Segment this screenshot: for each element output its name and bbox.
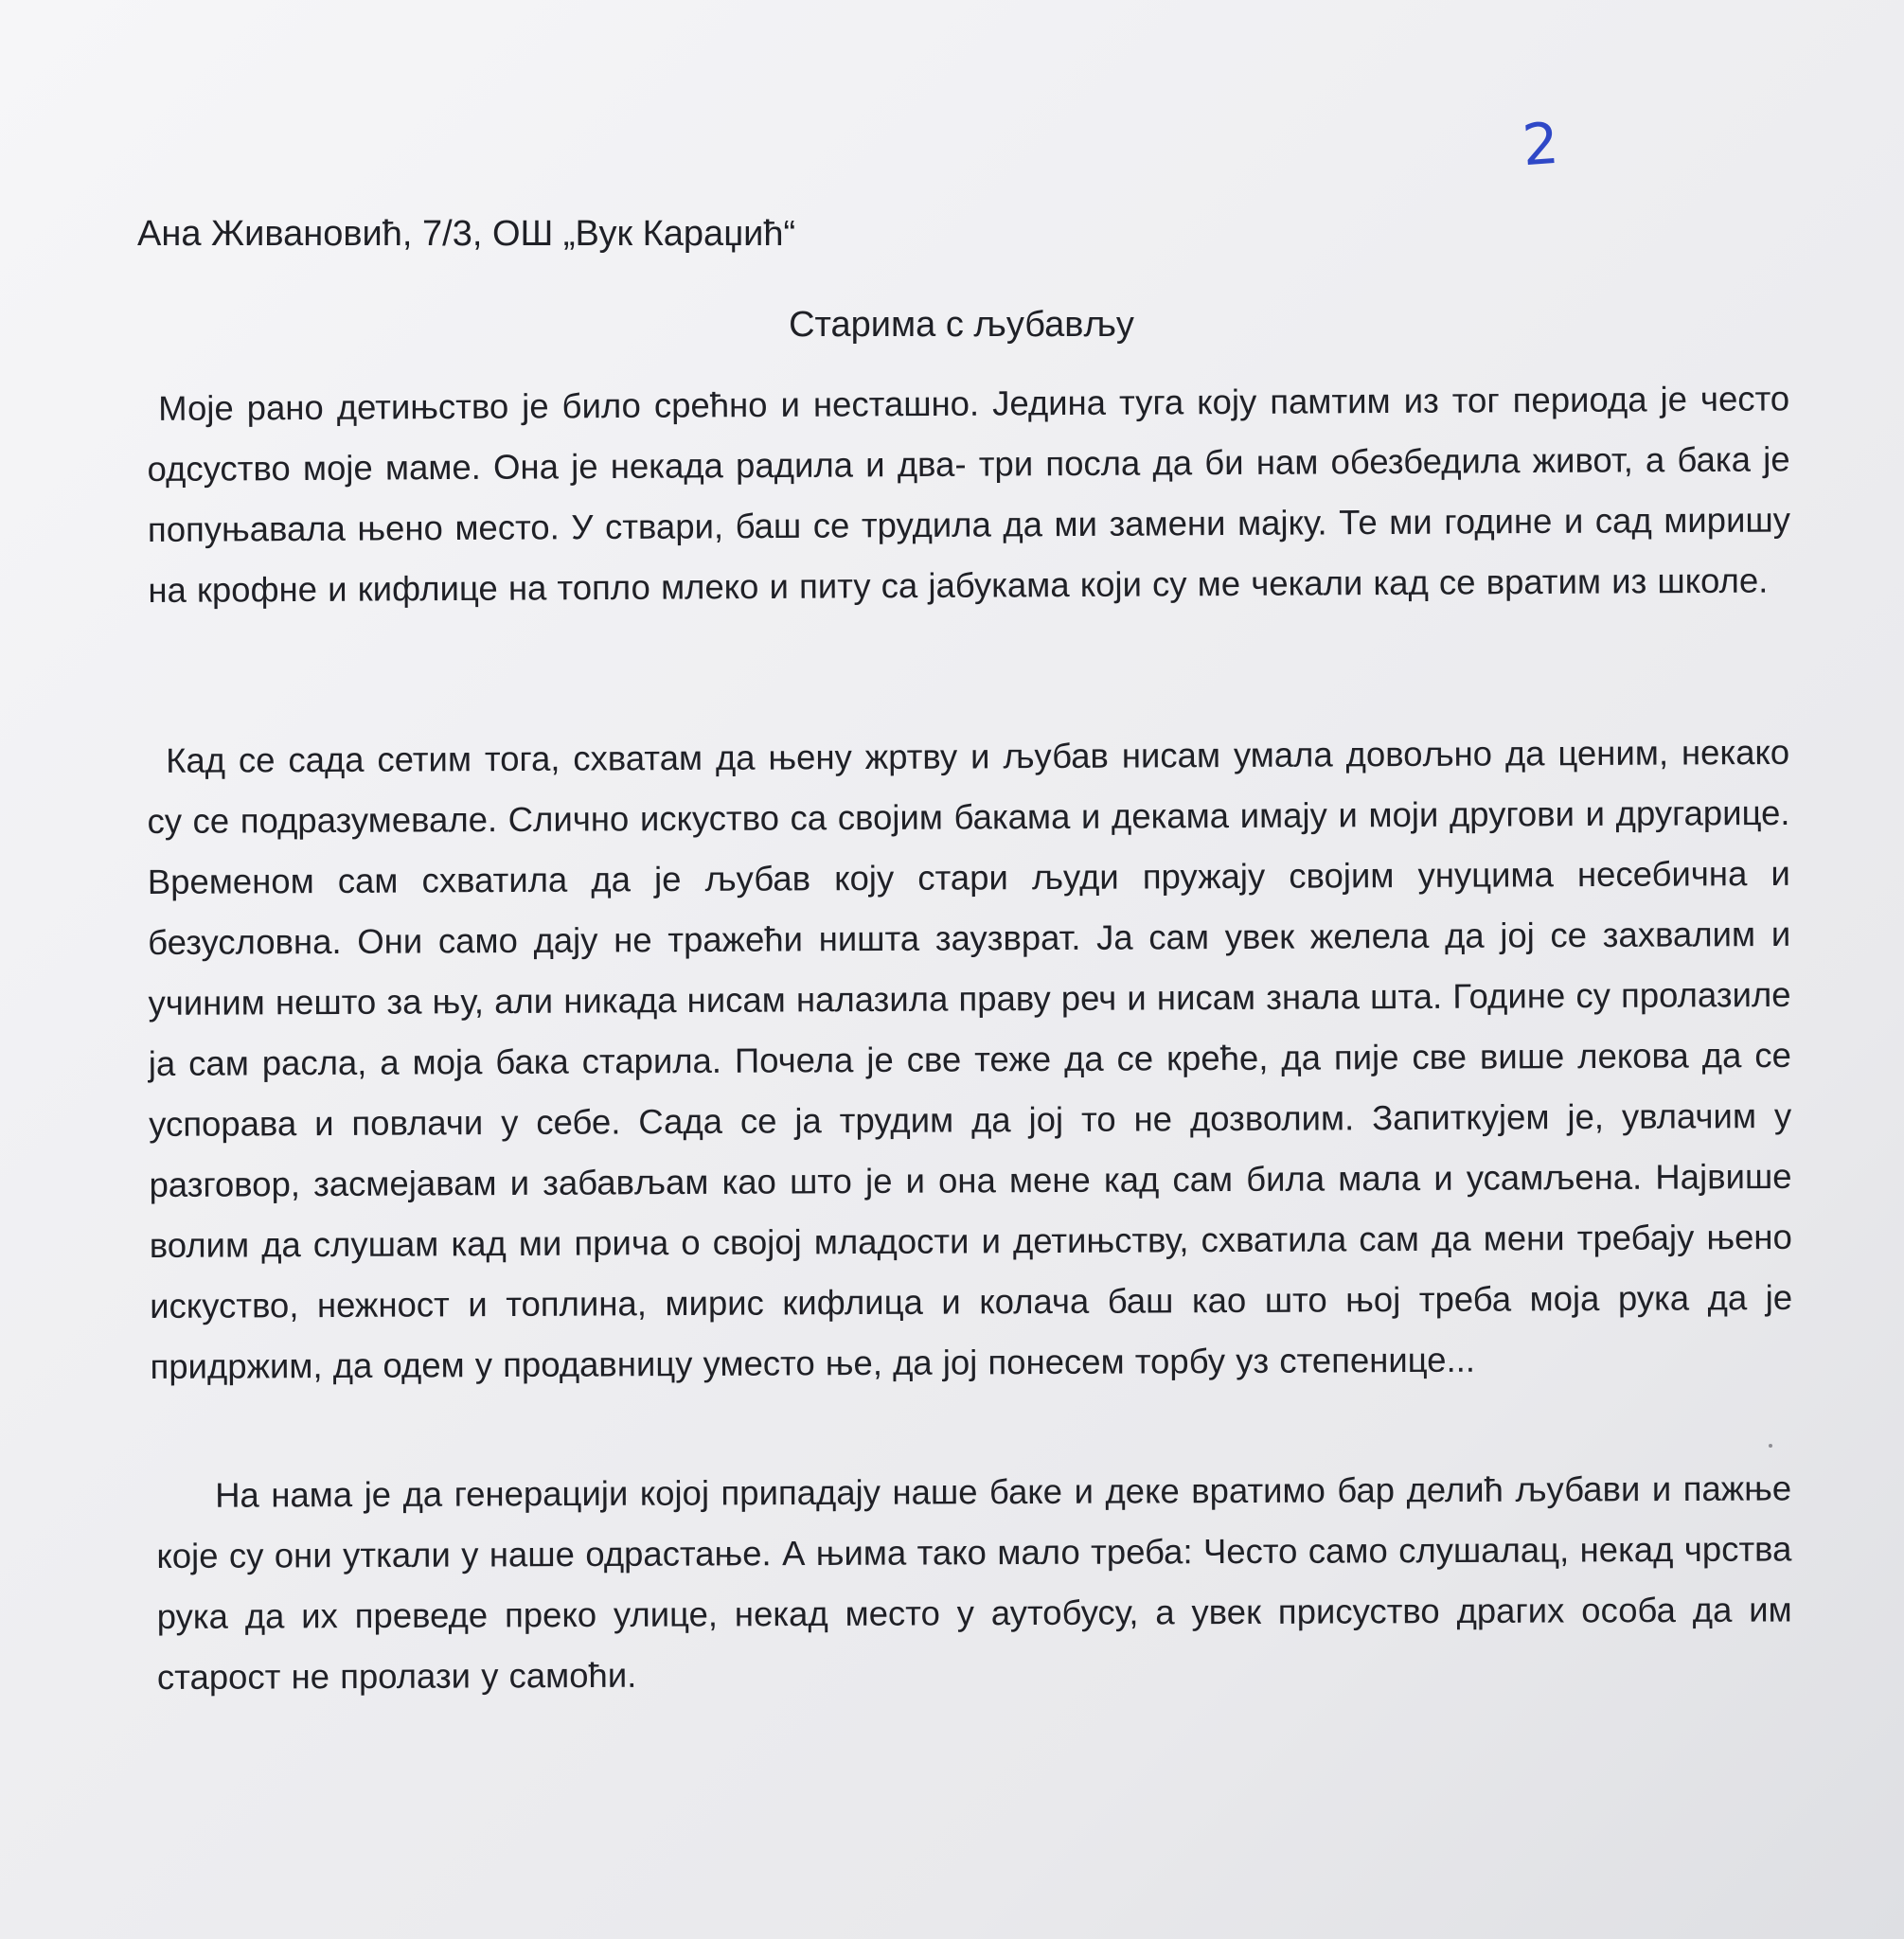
paragraph-1: Моје рано детињство је било срећно и несташно. Једина туга коју памтим из тог периода је често одсуство моје маме. Она је некада радила и два- три посла да би нам обезбедила живот, а бака је попуњавала њено место. У ствари, баш се трудила да ми замени мајку. Те ми године и сад миришу на крофне и кифлице на топло млеко и питу са јабукама који су ме чекали кад се вратим из школе. [147, 379, 1791, 610]
paragraph-2: Кад се сада сетим тога, схватам да њену жртву и љубав нисам умала довољно да ценим, некако су се подразумевале. Слично искуство са својим бакама и декама имају и моји другови и другарице. Временом сам схватила да је љубав коју стари људи пружају својим унуцима несебична и безусловна. Они само дају не тражећи ништа заузврат. Ја сам увек желела да јој се захвалим и учиним нешто за њу, али никада нисам налазила праву реч и нисам знала шта. Године су пролазиле ја сам расла, а моја бака старила. Почела је све теже да се креће, да пије све више лекова да се успорава и повлачи у себе. Сада се ја трудим да јој то не дозволим. Запиткујем је, увлачим у разговор, засмејавам и забављам као што је и она мене кад сам била мала и усамљена. Највише волим да слушам кад ми прича о својој младости и детињству, схватила сам да мени требају њено искуство, нежност и топлина, мирис кифлица и колача баш као што њој треба моја рука да је придржим, да одем у продавницу уместо ње, да јој понесем торбу уз степенице... [147, 732, 1793, 1386]
essay-title: Старима с љубављу [789, 305, 1134, 345]
handwritten-page-number: 2 [1520, 110, 1561, 180]
author-line: Ана Живановић, 7/3, ОШ „Вук Караџић“ [137, 214, 796, 254]
paragraph-3: На нама је да генерацији којој припадају наше баке и деке вратимо бар делић љубави и пажње које су они уткали у наше одрастање. А њима тако мало треба: Често само слушалац, некад чрства рука да их преведе преко улице, некад место у аутобусу, а увек присуство драгих особа да им старост не пролази у самоћи. [156, 1468, 1792, 1697]
paper-speck [1769, 1444, 1772, 1448]
